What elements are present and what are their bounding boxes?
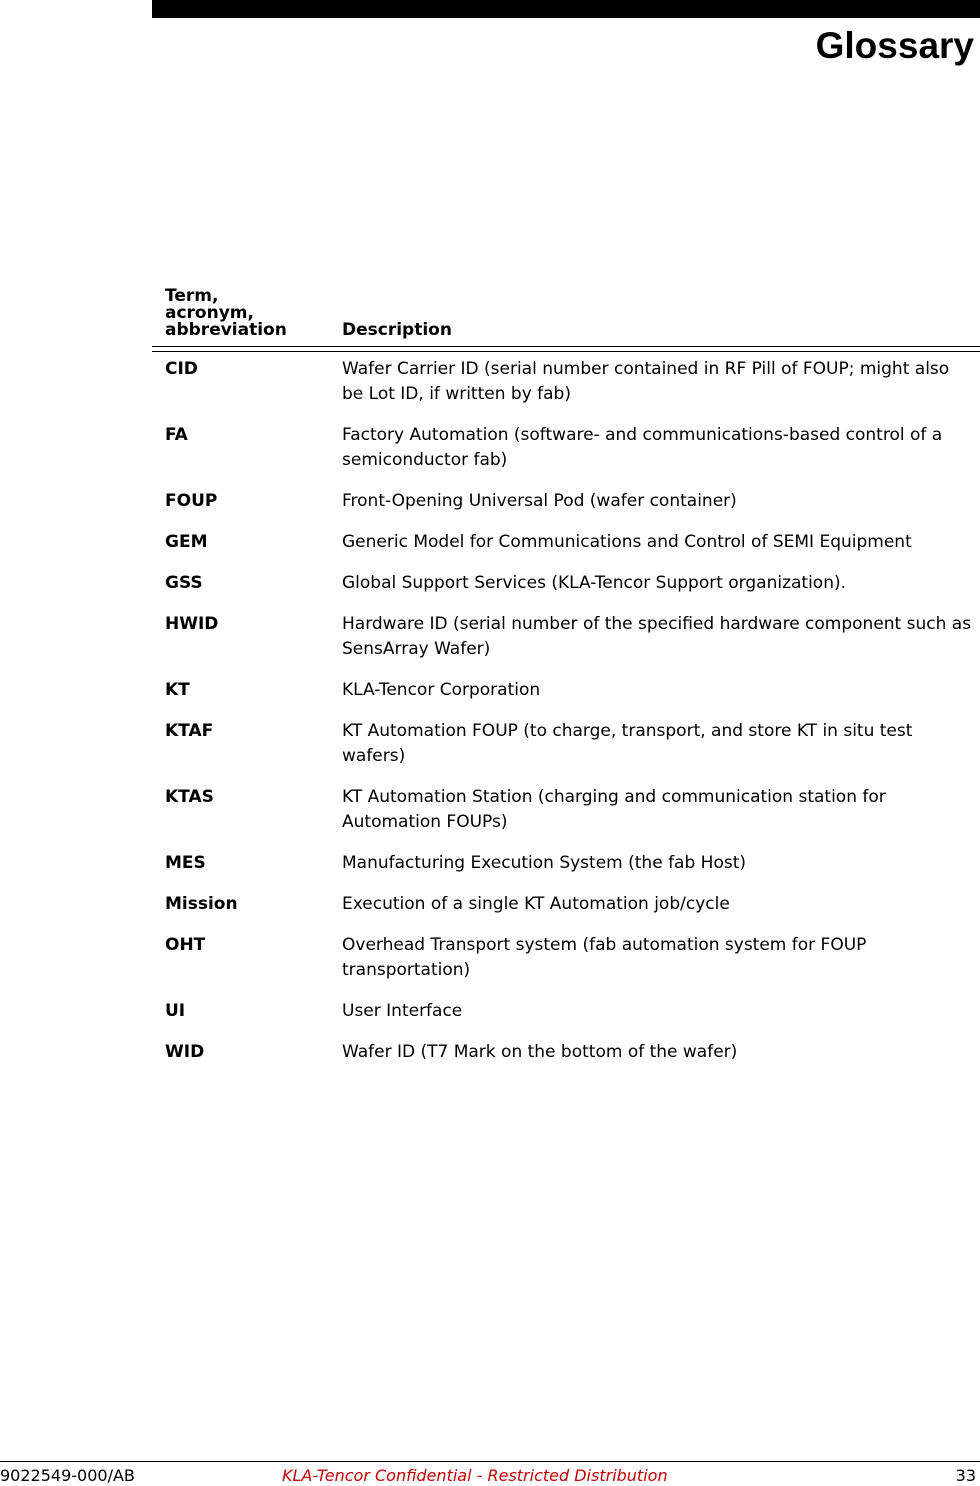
document-number: 9022549-000/AB — [0, 1466, 135, 1485]
glossary-description: KT Automation Station (charging and communication station for Automation FOUPs) — [342, 787, 886, 832]
glossary-description: KT Automation FOUP (to charge, transport, and store KT in situ test wafers) — [342, 721, 913, 766]
glossary-term: HWID — [165, 614, 219, 634]
glossary-description: Generic Model for Communications and Control of SEMI Equipment — [342, 532, 912, 552]
glossary-term: KTAF — [165, 721, 214, 741]
table-row — [165, 489, 975, 514]
page-number: 33 — [955, 1466, 976, 1485]
table-row — [165, 530, 975, 555]
column-header-description: Description — [342, 320, 452, 340]
glossary-description: Manufacturing Execution System (the fab Host) — [342, 853, 746, 873]
glossary-term: GSS — [165, 573, 203, 593]
column-header-term-line: abbreviation — [165, 320, 287, 340]
glossary-description: Global Support Services (KLA-Tencor Support organization). — [342, 573, 847, 593]
table-row — [165, 719, 975, 769]
glossary-term: UI — [165, 1001, 186, 1021]
footer-divider — [0, 1461, 980, 1462]
table-row — [165, 612, 975, 662]
glossary-term: Mission — [165, 894, 238, 914]
glossary-term: KT — [165, 680, 190, 700]
column-header-term — [165, 288, 335, 339]
glossary-term: FA — [165, 425, 188, 445]
table-row — [165, 357, 975, 407]
table-row — [165, 933, 975, 983]
column-header-term-line: Term, — [165, 286, 219, 306]
glossary-description: Hardware ID (serial number of the specified hardware component such as SensArray Wafer) — [342, 614, 972, 659]
table-row — [165, 851, 975, 876]
glossary-description: Wafer ID (T7 Mark on the bottom of the wafer) — [342, 1042, 738, 1062]
table-row — [165, 1040, 975, 1065]
glossary-table — [165, 357, 975, 1081]
confidentiality-notice: KLA-Tencor Confidential - Restricted Distribution — [282, 1466, 668, 1485]
table-row — [165, 892, 975, 917]
page-title: Glossary — [815, 25, 974, 66]
glossary-term: MES — [165, 853, 206, 873]
glossary-term: WID — [165, 1042, 205, 1062]
glossary-description: Execution of a single KT Automation job/cycle — [342, 894, 730, 914]
glossary-term: CID — [165, 359, 198, 379]
glossary-description: KLA-Tencor Corporation — [342, 680, 541, 700]
glossary-description: Wafer Carrier ID (serial number contained in RF Pill of FOUP; might also be Lot ID, if written by fab) — [342, 359, 950, 404]
table-row — [165, 999, 975, 1024]
header-divider — [152, 346, 980, 347]
glossary-term: OHT — [165, 935, 206, 955]
glossary-description: Overhead Transport system (fab automation system for FOUP transportation) — [342, 935, 867, 980]
glossary-description: Front-Opening Universal Pod (wafer container) — [342, 491, 737, 511]
glossary-term: FOUP — [165, 491, 218, 511]
glossary-table-header — [165, 277, 970, 339]
table-row — [165, 785, 975, 835]
header-divider — [152, 351, 980, 352]
column-header-term-line: acronym, — [165, 303, 254, 323]
table-row — [165, 423, 975, 473]
glossary-term: KTAS — [165, 787, 214, 807]
glossary-description: Factory Automation (software- and communications-based control of a semiconductor fab) — [342, 425, 943, 470]
header-bar — [152, 0, 980, 18]
glossary-description: User Interface — [342, 1001, 463, 1021]
table-row — [165, 678, 975, 703]
glossary-term: GEM — [165, 532, 208, 552]
table-row — [165, 571, 975, 596]
